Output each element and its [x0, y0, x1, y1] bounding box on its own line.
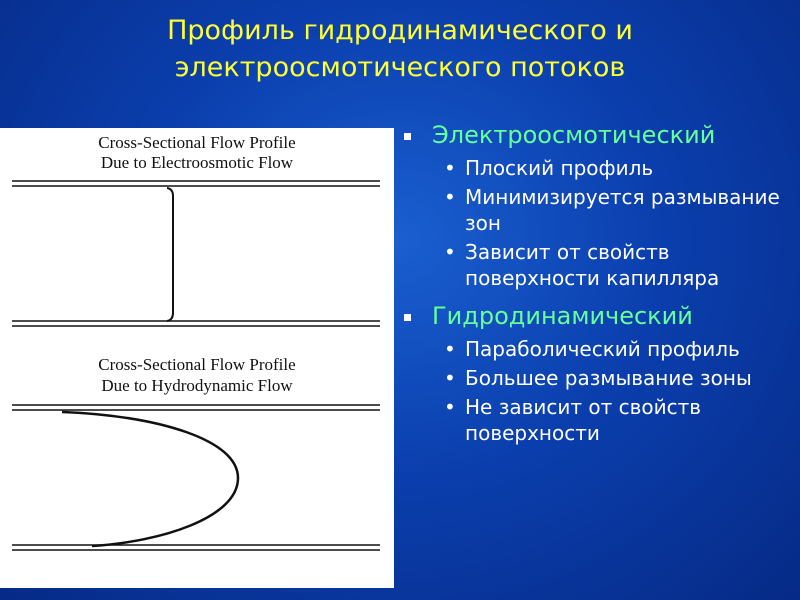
- slide-title-line2: электроосмотического потоков: [174, 52, 626, 83]
- square-bullet-icon: [404, 314, 411, 321]
- list-item: [400, 336, 795, 362]
- point-text: Плоский профиль: [465, 156, 654, 180]
- hydrodynamic-capillary-bottom-wall: [12, 545, 380, 550]
- point-text: Зависит от свойств поверхности капилляра: [465, 240, 720, 290]
- point-text: Большее размывание зоны: [465, 366, 752, 390]
- list-item: [400, 394, 795, 446]
- electroosmotic-points: [400, 155, 795, 291]
- section-heading: [400, 118, 795, 152]
- flat-flow-profile: [167, 188, 173, 321]
- bullet-dot-icon: •: [444, 337, 456, 361]
- electroosmotic-caption-line1: Cross-Sectional Flow Profile: [98, 133, 296, 152]
- section-heading: [400, 299, 795, 333]
- electroosmotic-caption-line2: Due to Electroosmotic Flow: [100, 153, 294, 172]
- slide-title-line1: Профиль гидродинамического и: [167, 15, 633, 46]
- section-hydrodynamic: [400, 299, 795, 446]
- electroosmotic-capillary-top-wall: [12, 181, 380, 186]
- point-text: Минимизируется размывание зон: [465, 185, 780, 235]
- bullet-dot-icon: •: [444, 366, 456, 390]
- hydrodynamic-caption-line1: Cross-Sectional Flow Profile: [98, 355, 296, 374]
- electroosmotic-capillary-bottom-wall: [12, 321, 380, 326]
- list-item: [400, 365, 795, 391]
- slide-title: [0, 12, 800, 86]
- hydrodynamic-points: [400, 336, 795, 446]
- square-bullet-icon: [404, 133, 411, 140]
- point-text: Параболический профиль: [465, 337, 740, 361]
- bullet-dot-icon: •: [444, 395, 456, 419]
- parabolic-flow-profile: [62, 412, 238, 546]
- hydrodynamic-caption-line2: Due to Hydrodynamic Flow: [101, 376, 293, 395]
- flow-profile-diagram: [0, 128, 394, 588]
- list-item: [400, 239, 795, 291]
- list-item: [400, 155, 795, 181]
- hydrodynamic-capillary-top-wall: [12, 405, 380, 410]
- heading-hydrodynamic: Гидродинамический: [432, 302, 693, 330]
- bullet-list: [400, 118, 795, 454]
- point-text: Не зависит от свойств поверхности: [465, 395, 702, 445]
- heading-electroosmotic: Электроосмотический: [432, 121, 716, 149]
- bullet-dot-icon: •: [444, 185, 456, 209]
- section-electroosmotic: [400, 118, 795, 291]
- bullet-dot-icon: •: [444, 240, 456, 264]
- bullet-dot-icon: •: [444, 156, 456, 180]
- flow-profile-figure: [0, 128, 394, 588]
- list-item: [400, 184, 795, 236]
